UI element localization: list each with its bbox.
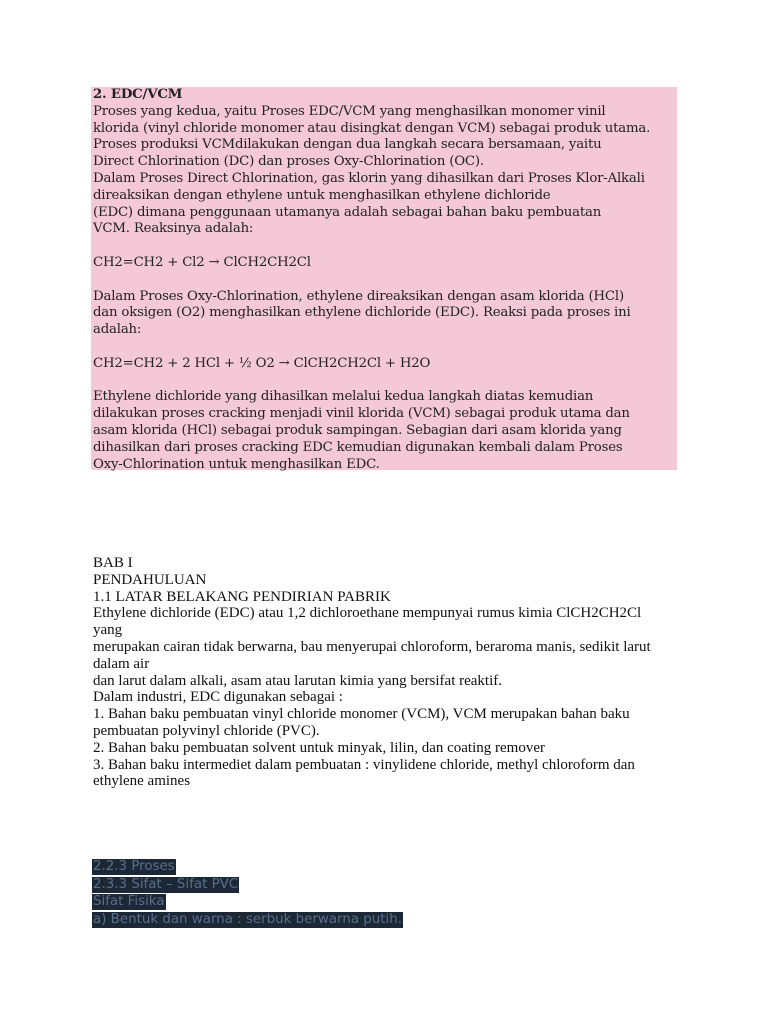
blank-line	[93, 238, 675, 255]
list-item: pembuatan polyvinyl chloride (PVC).	[93, 722, 320, 739]
paragraph-line: Dalam Proses Direct Chlorination, gas klorin yang dihasilkan dari Proses Klor-Alkali	[93, 170, 645, 186]
list-item: ethylene amines	[93, 773, 191, 790]
paragraph-line: direaksikan dengan ethylene untuk menghasilkan ethylene dichloride	[93, 187, 551, 203]
paragraph-line: Ethylene dichloride (EDC) atau 1,2 dichloroethane mempunyai rumus kimia ClCH2CH2Cl	[93, 605, 642, 622]
paragraph-line: klorida (vinyl chloride monomer atau disingkat dengan VCM) sebagai produk utama.	[93, 120, 651, 136]
paragraph-line: (EDC) dimana penggunaan utamanya adalah sebagai bahan baku pembuatan	[93, 204, 602, 220]
paragraph-line: Direct Chlorination (DC) dan proses Oxy-Chlorination (OC).	[93, 154, 484, 170]
paragraph-line: Proses yang kedua, yaitu Proses EDC/VCM yang menghasilkan monomer vinil	[93, 103, 606, 119]
paragraph-line: dan larut dalam alkali, asam atau larutan kimia yang bersifat reaktif.	[93, 672, 502, 689]
highlighted-section	[92, 858, 403, 928]
paragraph-line: Ethylene dichloride yang dihasilkan melalui kedua langkah diatas kemudian	[93, 389, 594, 405]
chapter-title: PENDAHULUAN	[93, 571, 207, 588]
blank-line	[93, 339, 675, 356]
paragraph-line: adalah:	[93, 322, 142, 338]
list-item: 3. Bahan baku intermediet dalam pembuatan : vinylidene chloride, methyl chloroform dan	[93, 756, 635, 773]
paragraph-line: dalam air	[93, 655, 150, 672]
paragraph-line: Dalam Proses Oxy-Chlorination, ethylene direaksikan dengan asam klorida (HCl)	[93, 288, 624, 304]
section-heading: 2. EDC/VCM	[93, 87, 183, 102]
highlighted-text: Sifat Fisika	[93, 894, 165, 909]
highlighted-text: 2.3.3 Sifat – Sifat PVC	[93, 876, 239, 892]
paragraph-line: dan oksigen (O2) menghasilkan ethylene dichloride (EDC). Reaksi pada proses ini	[93, 305, 631, 321]
highlighted-text: a) Bentuk dan warna : serbuk berwarna putih.	[93, 911, 402, 927]
list-item: 1. Bahan baku pembuatan vinyl chloride monomer (VCM), VCM merupakan bahan baku	[93, 706, 630, 723]
highlighted-text: 2.2.3 Proses	[93, 859, 175, 874]
chapter-number: BAB I	[93, 555, 133, 571]
paragraph-line: merupakan cairan tidak berwarna, bau menyerupai chloroform, beraroma manis, sedikit larut	[93, 638, 651, 655]
paragraph-line: dilakukan proses cracking menjadi vinil klorida (VCM) sebagai produk utama dan	[93, 406, 630, 422]
list-item: 2. Bahan baku pembuatan solvent untuk minyak, lilin, dan coating remover	[93, 739, 545, 756]
paragraph-line: dihasilkan dari proses cracking EDC kemudian digunakan kembali dalam Proses	[93, 439, 623, 455]
bab-i-section	[93, 555, 693, 790]
blank-line	[93, 272, 675, 289]
highlighted-line	[92, 911, 403, 929]
paragraph-line: VCM. Reaksinya adalah:	[93, 221, 254, 237]
highlighted-line	[92, 876, 403, 894]
blank-line	[93, 373, 675, 390]
paragraph-line: Proses produksi VCMdilakukan dengan dua langkah secara bersamaan, yaitu	[93, 137, 602, 153]
paragraph-line: asam klorida (HCl) sebagai produk sampingan. Sebagian dari asam klorida yang	[93, 422, 622, 438]
edc-vcm-section	[91, 87, 677, 470]
highlighted-line	[92, 893, 403, 911]
highlighted-line	[92, 858, 403, 876]
paragraph-line: Oxy-Chlorination untuk menghasilkan EDC.	[93, 456, 380, 472]
paragraph-line: yang	[93, 622, 123, 639]
subsection-title: 1.1 LATAR BELAKANG PENDIRIAN PABRIK	[93, 588, 391, 605]
reaction-equation: CH2=CH2 + Cl2 → ClCH2CH2Cl	[93, 254, 311, 270]
reaction-equation: CH2=CH2 + 2 HCl + ½ O2 → ClCH2CH2Cl + H2O	[93, 355, 431, 371]
paragraph-line: Dalam industri, EDC digunakan sebagai :	[93, 689, 343, 706]
